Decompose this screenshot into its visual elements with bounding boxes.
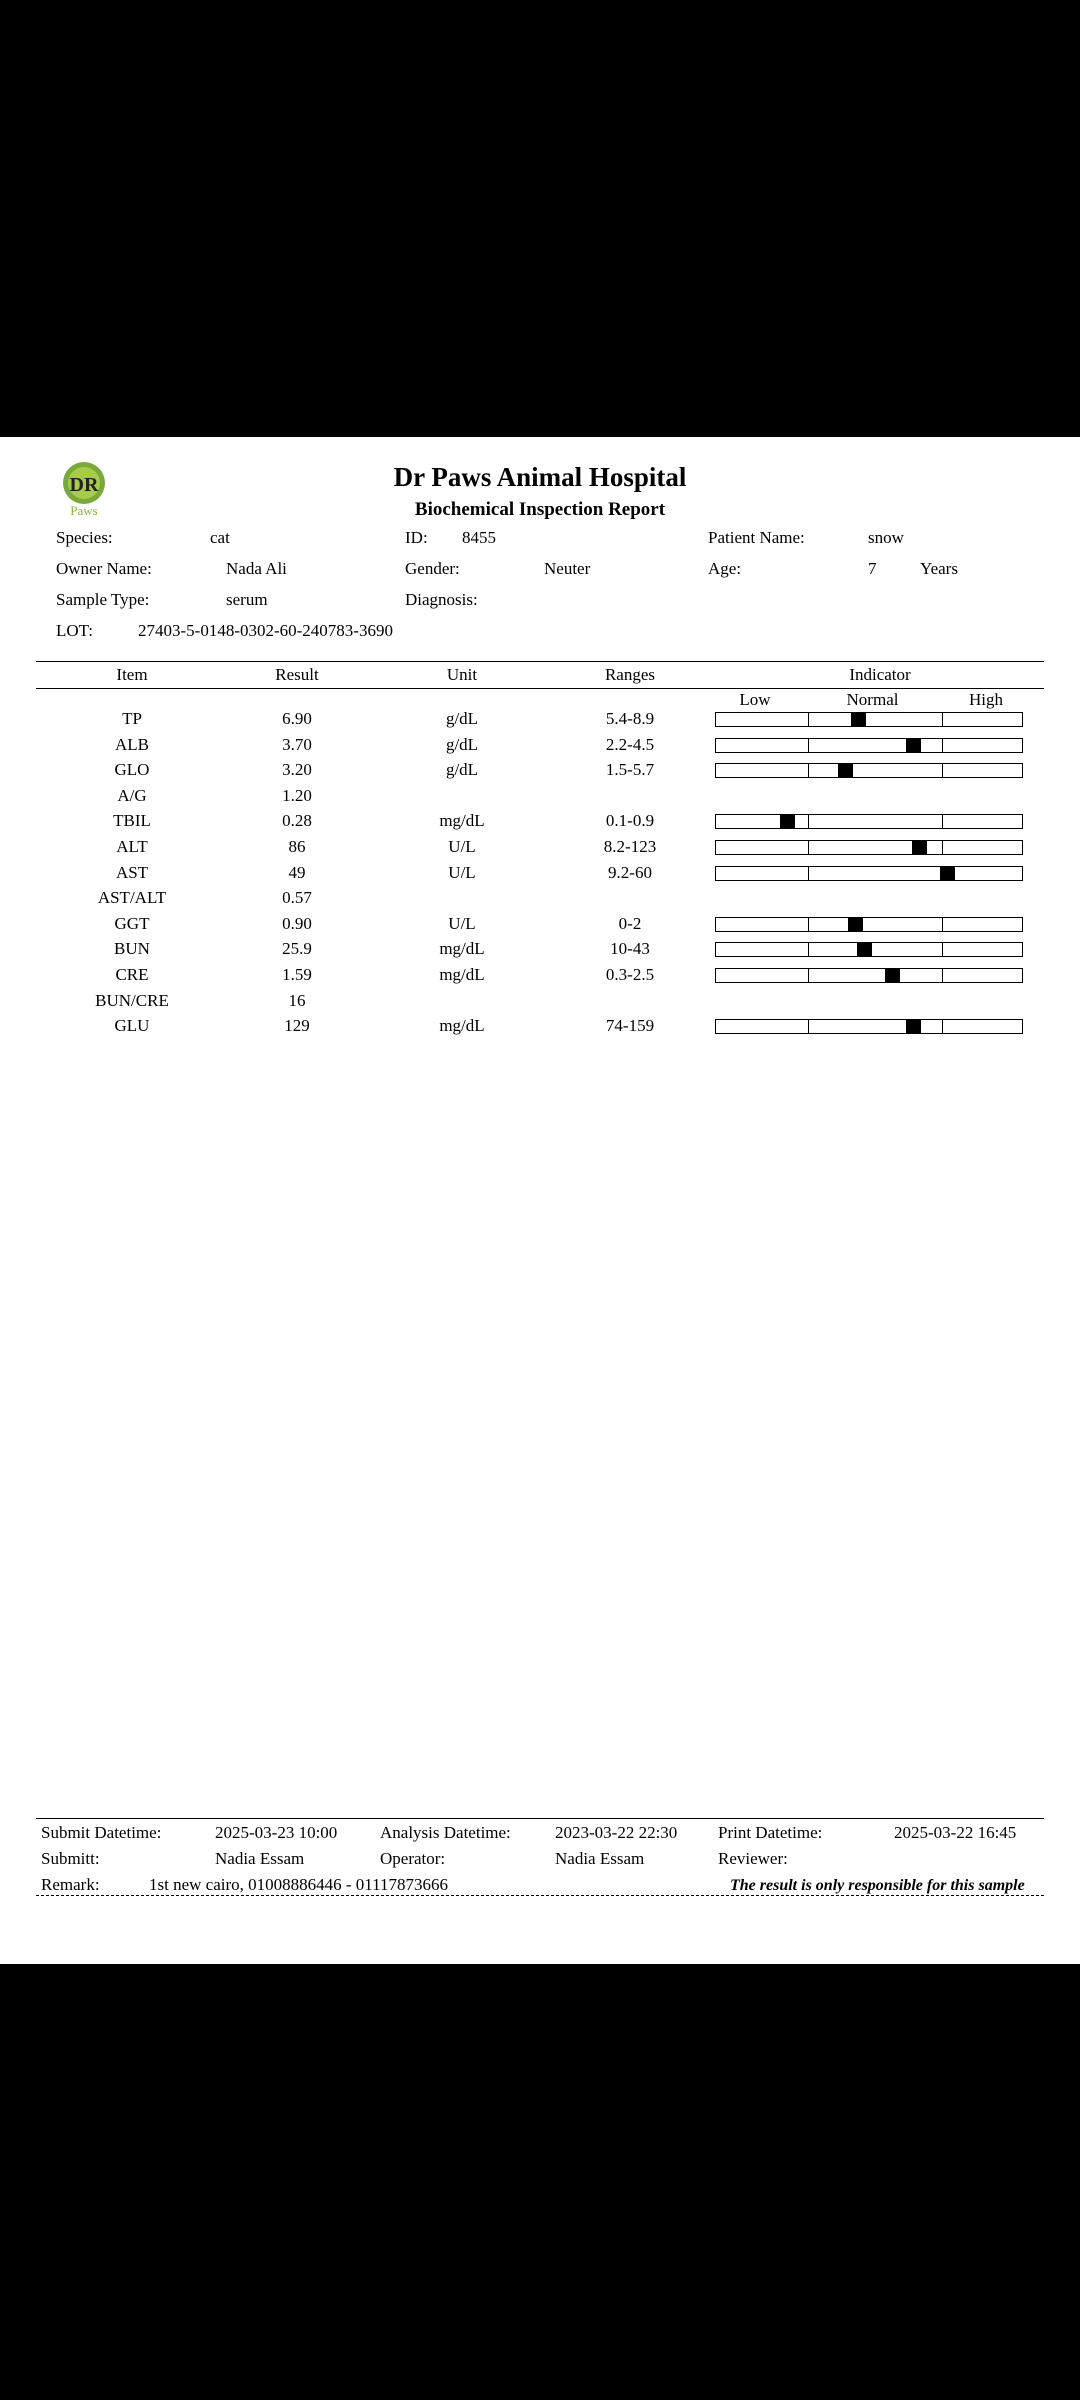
indicator-bar <box>715 1019 1023 1034</box>
indicator-divider <box>942 739 943 752</box>
patient-name-value: snow <box>868 528 904 547</box>
indicator-bar <box>715 840 1023 855</box>
indicator-divider <box>942 969 943 982</box>
result-value: 25.9 <box>282 939 312 958</box>
id-value: 8455 <box>462 528 496 547</box>
lot-label: LOT: <box>56 621 93 640</box>
indicator-divider <box>808 943 809 956</box>
header-unit: Unit <box>446 665 478 684</box>
owner-value: Nada Ali <box>226 559 287 578</box>
age-value: 7 <box>868 559 877 578</box>
result-item: BUN <box>114 939 150 958</box>
result-unit: g/dL <box>445 709 479 728</box>
header-result: Result <box>275 665 319 684</box>
indicator-marker <box>885 969 900 982</box>
result-unit: mg/dL <box>439 1016 485 1035</box>
table-top-rule <box>36 661 1044 662</box>
result-item: TBIL <box>113 811 151 830</box>
result-unit: g/dL <box>445 760 479 779</box>
result-value: 3.20 <box>282 760 312 779</box>
indicator-divider <box>942 764 943 777</box>
disclaimer-text: The result is only responsible for this sample <box>730 1877 1025 1894</box>
svg-text:Paws: Paws <box>70 503 98 518</box>
result-item: AST/ALT <box>97 888 167 907</box>
result-item: ALB <box>115 735 149 754</box>
header-ranges: Ranges <box>604 665 656 684</box>
indicator-marker <box>912 841 927 854</box>
indicator-marker <box>940 867 955 880</box>
result-item: GLO <box>114 760 150 779</box>
remark-label: Remark: <box>41 1875 100 1894</box>
indicator-divider <box>808 815 809 828</box>
result-value: 0.57 <box>282 888 312 907</box>
table-header-rule <box>36 688 1044 689</box>
indicator-divider <box>942 815 943 828</box>
header-item: Item <box>116 665 148 684</box>
footer-dashed-rule <box>36 1895 1044 1896</box>
result-range: 0-2 <box>618 914 642 933</box>
gender-label: Gender: <box>405 559 460 578</box>
result-range: 8.2-123 <box>603 837 657 856</box>
result-range: 10-43 <box>610 939 650 958</box>
result-item: A/G <box>117 786 147 805</box>
print-datetime-label: Print Datetime: <box>718 1823 823 1842</box>
result-range: 0.3-2.5 <box>605 965 655 984</box>
result-range: 0.1-0.9 <box>605 811 655 830</box>
age-unit: Years <box>920 559 958 578</box>
gender-value: Neuter <box>544 559 591 578</box>
species-value: cat <box>210 528 230 547</box>
result-value: 16 <box>288 991 306 1010</box>
sample-type-label: Sample Type: <box>56 590 150 609</box>
result-range: 5.4-8.9 <box>605 709 655 728</box>
indicator-divider <box>942 918 943 931</box>
indicator-marker <box>906 739 921 752</box>
indicator-bar <box>715 917 1023 932</box>
result-value: 3.70 <box>282 735 312 754</box>
indicator-marker <box>848 918 863 931</box>
operator-label: Operator: <box>380 1849 446 1868</box>
result-value: 0.90 <box>282 914 312 933</box>
result-range: 9.2-60 <box>608 863 652 882</box>
result-item: BUN/CRE <box>95 991 169 1010</box>
indicator-divider <box>808 918 809 931</box>
footer-top-rule <box>36 1818 1044 1819</box>
lot-value: 27403-5-0148-0302-60-240783-3690 <box>138 621 393 640</box>
indicator-bar <box>715 712 1023 727</box>
result-range: 1.5-5.7 <box>605 760 655 779</box>
result-value: 1.20 <box>282 786 312 805</box>
submitter-label: Submitt: <box>41 1849 100 1868</box>
indicator-divider <box>808 1020 809 1033</box>
indicator-marker <box>906 1020 921 1033</box>
result-item: CRE <box>115 965 149 984</box>
indicator-divider <box>942 713 943 726</box>
analysis-datetime-label: Analysis Datetime: <box>380 1823 511 1842</box>
owner-label: Owner Name: <box>56 559 152 578</box>
indicator-bar <box>715 942 1023 957</box>
submit-datetime-value: 2025-03-23 10:00 <box>215 1823 338 1842</box>
operator-value: Nadia Essam <box>555 1849 645 1868</box>
indicator-divider <box>808 841 809 854</box>
result-range: 74-159 <box>605 1016 655 1035</box>
age-label: Age: <box>708 559 742 578</box>
indicator-divider <box>942 1020 943 1033</box>
result-item: ALT <box>116 837 148 856</box>
id-label: ID: <box>405 528 428 547</box>
diagnosis-label: Diagnosis: <box>405 590 478 609</box>
indicator-normal-label: Normal <box>846 690 899 709</box>
analysis-datetime-value: 2023-03-22 22:30 <box>555 1823 678 1842</box>
species-label: Species: <box>56 528 113 547</box>
result-unit: mg/dL <box>439 811 485 830</box>
result-value: 1.59 <box>282 965 312 984</box>
indicator-bar <box>715 866 1023 881</box>
submitter-value: Nadia Essam <box>215 1849 305 1868</box>
indicator-marker <box>838 764 853 777</box>
indicator-marker <box>851 713 866 726</box>
result-item: AST <box>115 863 149 882</box>
sample-type-value: serum <box>226 590 268 609</box>
result-unit: g/dL <box>445 735 479 754</box>
result-item: TP <box>122 709 142 728</box>
result-value: 49 <box>288 863 306 882</box>
remark-value: 1st new cairo, 01008886446 - 01117873666 <box>149 1875 449 1894</box>
indicator-divider <box>808 739 809 752</box>
indicator-bar <box>715 968 1023 983</box>
indicator-divider <box>942 841 943 854</box>
reviewer-label: Reviewer: <box>718 1849 788 1868</box>
indicator-divider <box>808 867 809 880</box>
result-item: GGT <box>114 914 150 933</box>
patient-name-label: Patient Name: <box>708 528 805 547</box>
indicator-divider <box>808 764 809 777</box>
indicator-bar <box>715 814 1023 829</box>
submit-datetime-label: Submit Datetime: <box>41 1823 162 1842</box>
result-unit: mg/dL <box>439 939 485 958</box>
header-indicator: Indicator <box>849 665 911 684</box>
hospital-name: Dr Paws Animal Hospital <box>393 462 687 492</box>
result-unit: mg/dL <box>439 965 485 984</box>
result-unit: U/L <box>448 914 476 933</box>
indicator-divider <box>942 943 943 956</box>
result-value: 6.90 <box>282 709 312 728</box>
indicator-bar <box>715 738 1023 753</box>
indicator-marker <box>780 815 795 828</box>
result-value: 129 <box>284 1016 310 1035</box>
indicator-low-label: Low <box>739 690 771 709</box>
indicator-divider <box>808 969 809 982</box>
indicator-divider <box>808 713 809 726</box>
report-page <box>0 437 1080 1964</box>
result-range: 2.2-4.5 <box>605 735 655 754</box>
result-unit: U/L <box>448 837 476 856</box>
result-value: 0.28 <box>282 811 312 830</box>
indicator-marker <box>857 943 872 956</box>
result-value: 86 <box>288 837 306 856</box>
indicator-bar <box>715 763 1023 778</box>
print-datetime-value: 2025-03-22 16:45 <box>894 1823 1017 1842</box>
svg-text:DR: DR <box>69 474 99 496</box>
result-unit: U/L <box>448 863 476 882</box>
indicator-high-label: High <box>969 690 1003 709</box>
report-title: Biochemical Inspection Report <box>414 499 666 520</box>
result-item: GLU <box>114 1016 150 1035</box>
